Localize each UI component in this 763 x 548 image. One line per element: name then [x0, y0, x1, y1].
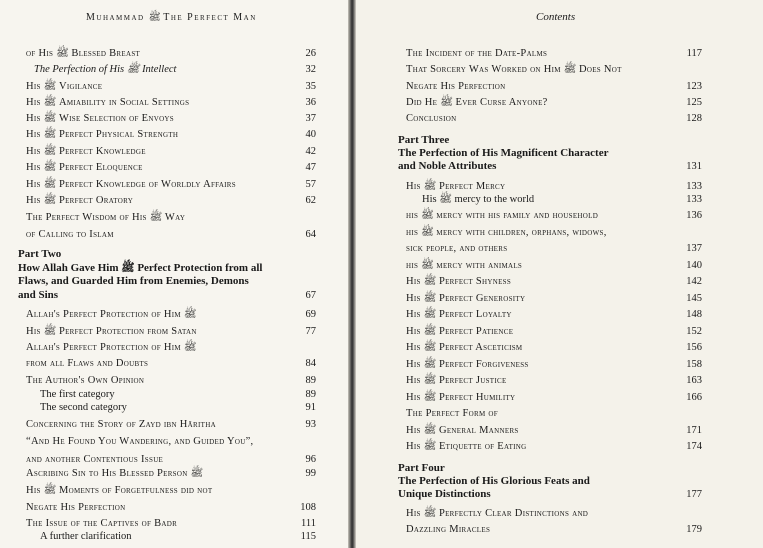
- toc-entry-title: his ﷺ mercy with children, orphans, widows,: [406, 227, 607, 238]
- toc-entry-title: Negate His Perfection: [26, 502, 126, 513]
- toc-page-number: 111: [301, 518, 316, 529]
- toc-page-number: 32: [305, 64, 316, 75]
- toc-page-number: 158: [686, 359, 702, 370]
- running-head: Contents: [536, 11, 576, 23]
- toc-entry-title: from all Flaws and Doubts: [26, 358, 149, 369]
- toc-page-number: 57: [305, 179, 316, 190]
- toc-part-heading: Unique Distinctions: [398, 488, 491, 500]
- toc-entry-title: His ﷺ General Manners: [406, 425, 519, 436]
- toc-entry-title: The first category: [40, 389, 115, 400]
- toc-page-number: 131: [686, 161, 702, 172]
- toc-page-number: 37: [305, 113, 316, 124]
- toc-entry-title: His ﷺ Perfect Shyness: [406, 276, 512, 287]
- toc-page-number: 93: [305, 419, 316, 430]
- toc-page-number: 62: [305, 195, 316, 206]
- toc-entry-title: His ﷺ Perfect Generosity: [406, 293, 526, 304]
- toc-entry-title: His ﷺ Amiability in Social Settings: [26, 97, 190, 108]
- toc-page-number: 69: [305, 309, 316, 320]
- toc-part-heading: The Perfection of His Glorious Feats and: [398, 475, 590, 487]
- toc-entry-title: His ﷺ Perfect Oratory: [26, 195, 134, 206]
- toc-entry-title: His ﷺ Perfect Knowledge of Worldly Affairs: [26, 179, 236, 190]
- toc-page-number: 140: [686, 260, 702, 271]
- toc-page-number: 148: [686, 309, 702, 320]
- toc-entry-title: The Perfect Wisdom of His ﷺ Way: [26, 212, 186, 223]
- toc-page-number: 91: [305, 402, 316, 413]
- toc-page-number: 117: [686, 48, 702, 59]
- toc-entry-title: His ﷺ Moments of Forgetfulness did not: [26, 485, 213, 496]
- toc-entry-title: His ﷺ Perfect Justice: [406, 375, 507, 386]
- toc-page-number: 35: [305, 81, 316, 92]
- book-gutter: [348, 0, 356, 548]
- toc-page-number: 89: [305, 389, 316, 400]
- toc-part-heading: Part Three: [398, 134, 450, 146]
- toc-page-number: 99: [305, 468, 316, 479]
- toc-entry-title: The Perfect Form of: [406, 408, 498, 419]
- toc-page-number: 177: [686, 489, 702, 500]
- toc-entry-title: Dazzling Miracles: [406, 524, 491, 535]
- toc-entry-title: Did He ﷺ Ever Curse Anyone?: [406, 97, 548, 108]
- toc-page-number: 115: [300, 531, 316, 542]
- toc-entry-title: His ﷺ Perfect Asceticism: [406, 342, 523, 353]
- toc-page-number: 47: [305, 162, 316, 173]
- toc-page-number: 163: [686, 375, 702, 386]
- toc-entry-title: His ﷺ Vigilance: [26, 81, 103, 92]
- toc-entry-title: Allah's Perfect Protection of Him ﷺ: [26, 309, 197, 320]
- toc-entry-title: The second category: [40, 402, 127, 413]
- toc-part-heading: Part Four: [398, 462, 445, 474]
- toc-page-number: 67: [305, 290, 316, 301]
- toc-entry-title: His ﷺ Perfect Protection from Satan: [26, 326, 197, 337]
- toc-page-number: 128: [686, 113, 702, 124]
- toc-part-heading: and Noble Attributes: [398, 160, 497, 172]
- toc-part-heading: Flaws, and Guarded Him from Enemies, Demons: [18, 275, 249, 287]
- toc-entry-title: His ﷺ Wise Selection of Envoys: [26, 113, 174, 124]
- toc-entry-title: and another Contentious Issue: [26, 454, 164, 465]
- toc-page-number: 137: [686, 243, 702, 254]
- toc-page-number: 152: [686, 326, 702, 337]
- toc-page-number: 89: [305, 375, 316, 386]
- toc-page-number: 125: [686, 97, 702, 108]
- toc-entry-title: “And He Found You Wandering, and Guided You”,: [26, 436, 254, 447]
- toc-entry-title: His ﷺ Perfect Eloquence: [26, 162, 143, 173]
- toc-entry-title: His ﷺ Perfect Humility: [406, 392, 516, 403]
- toc-page-number: 96: [305, 454, 316, 465]
- toc-page-number: 174: [686, 441, 702, 452]
- toc-entry-title: sick people, and others: [406, 243, 508, 254]
- toc-page-number: 136: [686, 210, 702, 221]
- toc-page-number: 42: [305, 146, 316, 157]
- toc-part-heading: and Sins: [18, 289, 59, 301]
- right-page: [356, 0, 763, 548]
- left-page: [0, 0, 348, 548]
- toc-page-number: 133: [686, 194, 702, 205]
- toc-page-number: 40: [305, 129, 316, 140]
- toc-entry-title: His ﷺ Perfectly Clear Distinctions and: [406, 508, 589, 519]
- toc-page-number: 133: [686, 181, 702, 192]
- toc-page-number: 108: [300, 502, 316, 513]
- toc-entry-title: His ﷺ Perfect Forgiveness: [406, 359, 529, 370]
- running-head: Muhammad ﷺ The Perfect Man: [86, 12, 257, 23]
- toc-entry-title: His ﷺ Etiquette of Eating: [406, 441, 527, 452]
- toc-entry-title: A further clarification: [40, 531, 132, 542]
- toc-entry-title: His ﷺ Perfect Patience: [406, 326, 514, 337]
- toc-entry-title: His ﷺ mercy to the world: [422, 194, 535, 205]
- toc-page-number: 179: [686, 524, 702, 535]
- toc-page-number: 156: [686, 342, 702, 353]
- toc-list: [0, 0, 348, 548]
- toc-page-number: 142: [686, 276, 702, 287]
- toc-entry-title: his ﷺ mercy with animals: [406, 260, 523, 271]
- toc-page-number: 166: [686, 392, 702, 403]
- toc-page-number: 36: [305, 97, 316, 108]
- toc-part-heading: Part Two: [18, 248, 62, 260]
- toc-page-number: 26: [305, 48, 316, 59]
- toc-page-number: 77: [305, 326, 316, 337]
- toc-entry-title: His ﷺ Perfect Mercy: [406, 181, 506, 192]
- toc-list: [356, 0, 763, 548]
- toc-page-number: 84: [305, 358, 316, 369]
- toc-entry-title: His ﷺ Perfect Loyalty: [406, 309, 512, 320]
- toc-entry-title: The Issue of the Captives of Badr: [26, 518, 178, 529]
- toc-entry-title: of His ﷺ Blessed Breast: [26, 48, 141, 59]
- toc-entry-title: That Sorcery Was Worked on Him ﷺ Does Not: [406, 64, 622, 75]
- toc-page-number: 145: [686, 293, 702, 304]
- toc-entry-title: Concerning the Story of Zayd ibn Hāritha: [26, 419, 216, 430]
- toc-entry-title: His ﷺ Perfect Physical Strength: [26, 129, 179, 140]
- toc-entry-title: Negate His Perfection: [406, 81, 506, 92]
- toc-entry-title: Conclusion: [406, 113, 457, 124]
- toc-entry-title: Allah's Perfect Protection of Him ﷺ: [26, 342, 197, 353]
- toc-entry-title: His ﷺ Perfect Knowledge: [26, 146, 146, 157]
- toc-page-number: 171: [686, 425, 702, 436]
- toc-entry-title: of Calling to Islam: [26, 229, 114, 240]
- toc-entry-title: The Author's Own Opinion: [26, 375, 145, 386]
- toc-page-number: 123: [686, 81, 702, 92]
- toc-entry-title: The Incident of the Date-Palms: [406, 48, 548, 59]
- toc-part-heading: How Allah Gave Him ﷺ Perfect Protection from all: [18, 262, 263, 274]
- toc-entry-title: Ascribing Sin to His Blessed Person ﷺ: [26, 468, 204, 479]
- toc-part-heading: The Perfection of His Magnificent Character: [398, 147, 609, 159]
- toc-entry-title: The Perfection of His ﷺ Intellect: [34, 64, 177, 75]
- toc-entry-title: his ﷺ mercy with his family and household: [406, 210, 599, 221]
- toc-page-number: 64: [305, 229, 316, 240]
